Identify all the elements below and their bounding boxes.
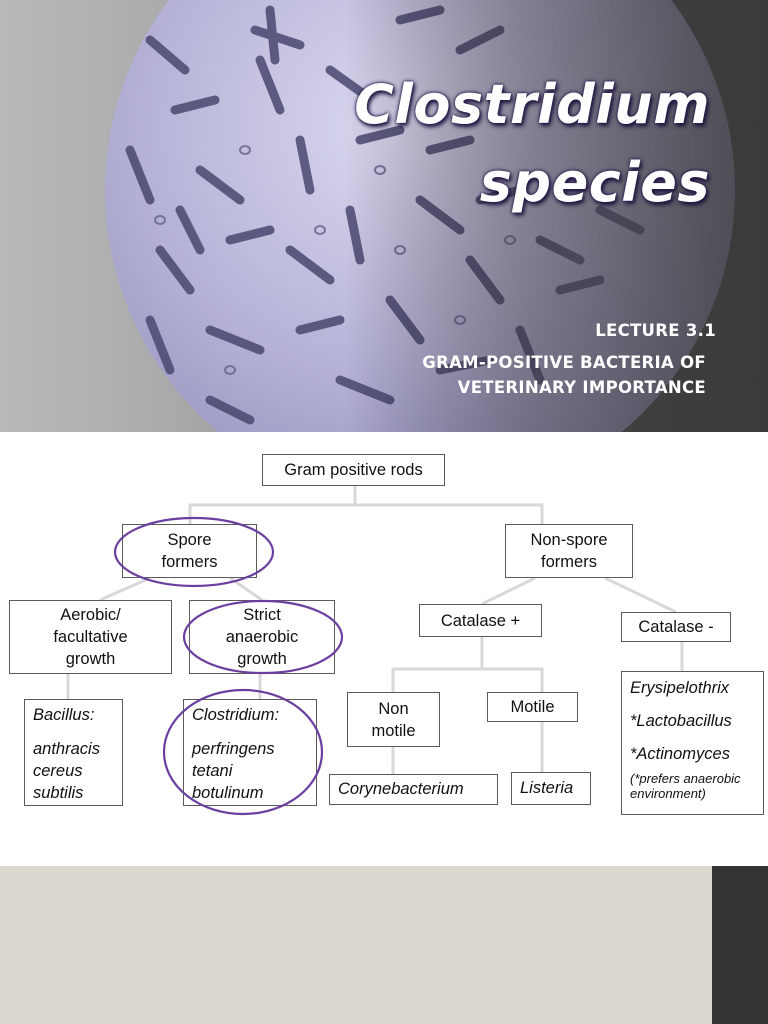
- aerobic-line-1: Aerobic/: [60, 606, 121, 624]
- clostridium-species-2: tetani: [192, 762, 233, 780]
- non-spore-formers-line-2: formers: [541, 553, 597, 571]
- motile-label: Motile: [510, 698, 555, 716]
- aerobic-line-2: facultative: [53, 628, 128, 646]
- catalase-negative-label: Catalase -: [638, 618, 714, 636]
- spore-formers-line-1: Spore: [167, 531, 212, 549]
- non-motile-line-1: Non: [378, 699, 409, 718]
- spore-formers-box: [122, 524, 257, 578]
- strict-line-1: Strict: [243, 606, 281, 624]
- next-slide-preview: [0, 866, 768, 1024]
- anaerobic-note-line-1: (*prefers anaerobic: [630, 771, 741, 786]
- aerobic-line-3: growth: [65, 650, 116, 668]
- erysipelothrix-label: Erysipelothrix: [630, 679, 730, 697]
- bacillus-species-3: subtilis: [33, 784, 84, 802]
- strict-line-2: anaerobic: [225, 628, 299, 646]
- bacillus-species-2: cereus: [33, 762, 83, 780]
- non-motile-box: [347, 692, 440, 747]
- lactobacillus-label: *Lactobacillus: [630, 712, 732, 730]
- title-line-1: Clostridium: [354, 73, 710, 136]
- lecture-label: LECTURE 3.1: [595, 321, 716, 340]
- catalase-negative-box: [621, 612, 731, 642]
- aerobic-growth-box: [9, 600, 172, 674]
- clostridium-box: [183, 699, 317, 806]
- gram-positive-rods-box: [262, 454, 445, 486]
- strict-anaerobic-box: [189, 600, 335, 674]
- clostridium-species-1: perfringens: [192, 740, 275, 758]
- title-line-2: species: [479, 151, 710, 214]
- flowchart-slide: [0, 432, 768, 866]
- catalase-positive-label: Catalase +: [440, 611, 521, 630]
- slide-accent-strip: [712, 866, 768, 1024]
- subtitle-line-1: GRAM-POSITIVE BACTERIA OF: [422, 353, 706, 372]
- non-spore-formers-box: [505, 524, 633, 578]
- listeria-label: Listeria: [520, 779, 574, 797]
- title-slide: [0, 0, 768, 432]
- subtitle-line-2: VETERINARY IMPORTANCE: [457, 378, 706, 397]
- non-motile-line-2: motile: [371, 721, 416, 740]
- strict-line-3: growth: [237, 650, 287, 668]
- corynebacterium-label: Corynebacterium: [338, 780, 464, 798]
- corynebacterium-box: [329, 774, 498, 805]
- anaerobic-note-line-2: environment): [630, 786, 706, 801]
- slide-title: [354, 66, 710, 222]
- lecture-subtitle: [422, 350, 706, 400]
- bacillus-genus: Bacillus:: [33, 706, 95, 724]
- non-spore-formers-line-1: Non-spore: [530, 531, 608, 549]
- bacillus-species-1: anthracis: [33, 740, 100, 758]
- spore-formers-line-2: formers: [161, 553, 218, 571]
- clostridium-species-3: botulinum: [192, 784, 264, 802]
- clostridium-genus: Clostridium:: [192, 706, 280, 724]
- listeria-box: [511, 772, 591, 805]
- bacillus-box: [24, 699, 123, 806]
- actinomyces-label: *Actinomyces: [630, 745, 730, 763]
- motile-box: [487, 692, 578, 722]
- gram-positive-rods-label: Gram positive rods: [284, 461, 423, 479]
- catalase-positive-box: [419, 604, 542, 637]
- catalase-negative-genera-box: [621, 671, 764, 815]
